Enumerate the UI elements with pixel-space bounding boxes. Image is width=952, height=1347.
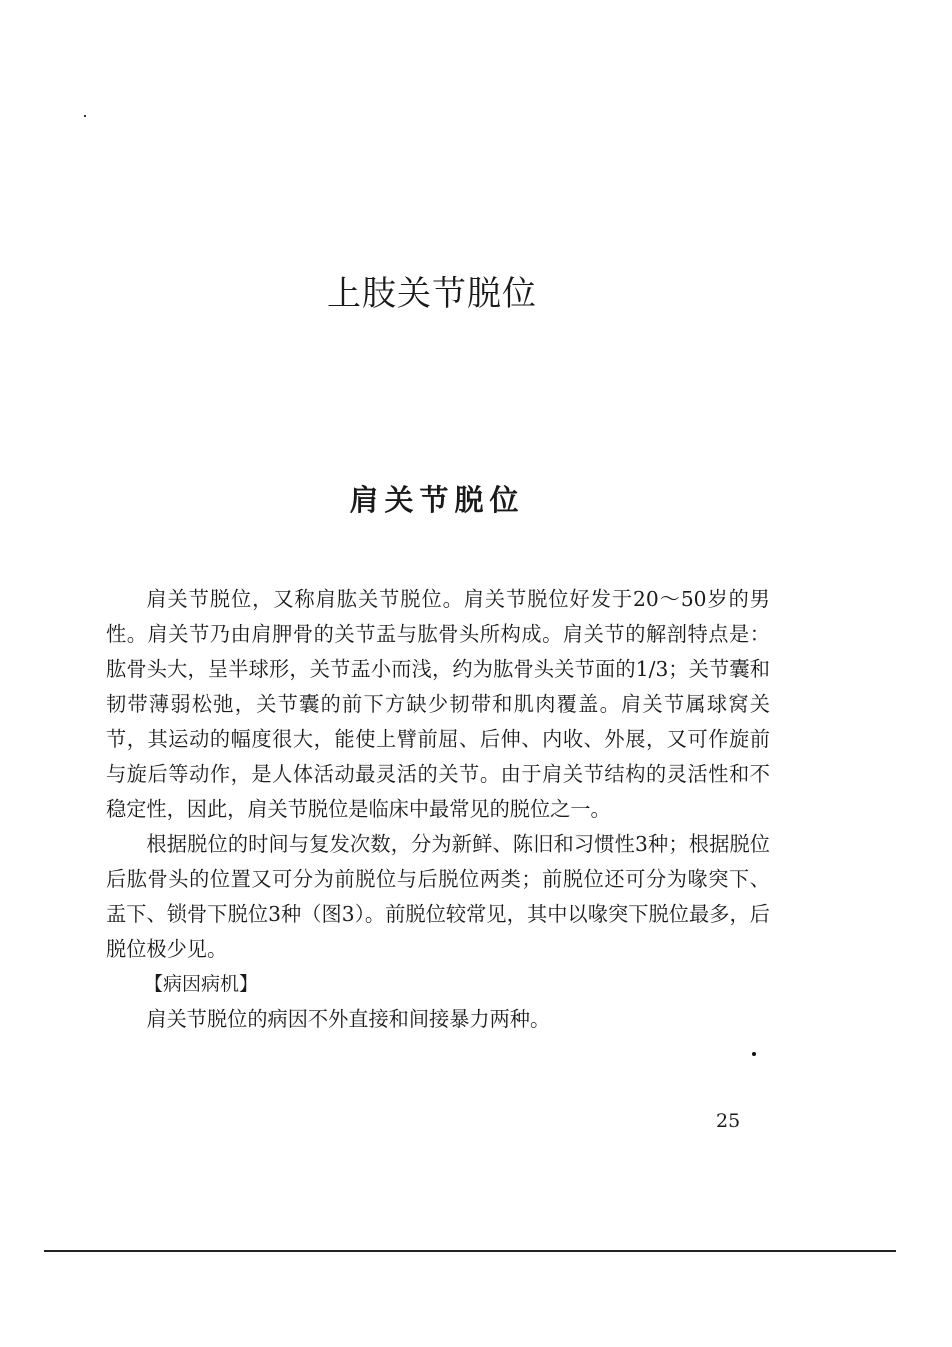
bottom-rule bbox=[44, 1250, 896, 1252]
paragraph-2: 根据脱位的时间与复发次数，分为新鲜、陈旧和习惯性3种；根据脱位后肱骨头的位置又可分为前脱位与后脱位两类；前脱位还可分为喙突下、盂下、锁骨下脱位3种（图3）。前脱位较常见，其中以喙突下脱位最多，后脱位极少见。 bbox=[106, 832, 770, 961]
body-text bbox=[106, 582, 770, 1037]
scan-speck bbox=[752, 1052, 756, 1056]
chapter-title: 上肢关节脱位 bbox=[327, 274, 537, 314]
section-title: 肩关节脱位 bbox=[349, 483, 525, 517]
scan-speck bbox=[84, 115, 86, 117]
subsection-paragraph: 肩关节脱位的病因不外直接和间接暴力两种。 bbox=[146, 1007, 551, 1031]
subsection-heading: 【病因病机】 bbox=[144, 973, 259, 995]
paragraph-1: 肩关节脱位，又称肩肱关节脱位。肩关节脱位好发于20～50岁的男性。肩关节乃由肩胛骨的关节盂与肱骨头所构成。肩关节的解剖特点是：肱骨头大，呈半球形，关节盂小而浅，约为肱骨头关节面的1/3；关节囊和韧带薄弱松弛，关节囊的前下方缺少韧带和肌肉覆盖。肩关节属球窝关节，其运动的幅度很大，能使上臂前屈、后伸、内收、外展，又可作旋前与旋后等动作，是人体活动最灵活的关节。由于肩关节结构的灵活性和不稳定性，因此，肩关节脱位是临床中最常见的脱位之一。 bbox=[106, 587, 770, 821]
page-number: 25 bbox=[716, 1110, 741, 1132]
